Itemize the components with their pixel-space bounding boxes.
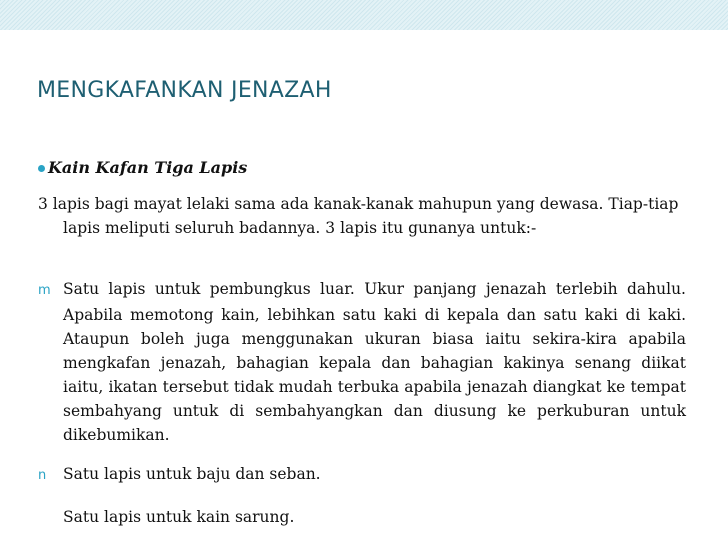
intro-paragraph: 3 lapis bagi mayat lelaki sama ada kanak-kanak mahupun yang dewasa. Tiap-tiap lapis meliputi seluruh badannya. 3 lapis itu gunanya untuk:- bbox=[38, 195, 679, 237]
last-line: Satu lapis untuk kain sarung. bbox=[63, 508, 295, 526]
list-item bbox=[38, 277, 686, 447]
slide-title: MENGKAFANKAN JENAZAH bbox=[37, 78, 332, 103]
list-item-text: Satu lapis untuk pembungkus luar. Ukur panjang jenazah terlebih dahulu. Apabila memotong kain, lebihkan satu kaki di kepala dan satu kaki di kaki. Ataupun boleh juga menggunakan ukuran biasa iaitu sekira-kira apabila mengkafan jenazah, bahagian kepala dan bahagian kakinya senang diikat iaitu, ikatan tersebut tidak mudah terbuka apabila jenazah diangkat ke tempat sembahyang untuk di sembahyangkan dan diusung ke perkuburan untuk dikebumikan. bbox=[63, 280, 686, 444]
bullet-icon bbox=[38, 165, 45, 172]
list-marker-icon: n bbox=[38, 468, 47, 483]
list-item bbox=[38, 462, 686, 488]
list-marker-icon: m bbox=[38, 283, 51, 298]
subheading: Kain Kafan Tiga Lapis bbox=[48, 158, 248, 177]
list-item-text: Satu lapis untuk baju dan seban. bbox=[63, 465, 321, 483]
